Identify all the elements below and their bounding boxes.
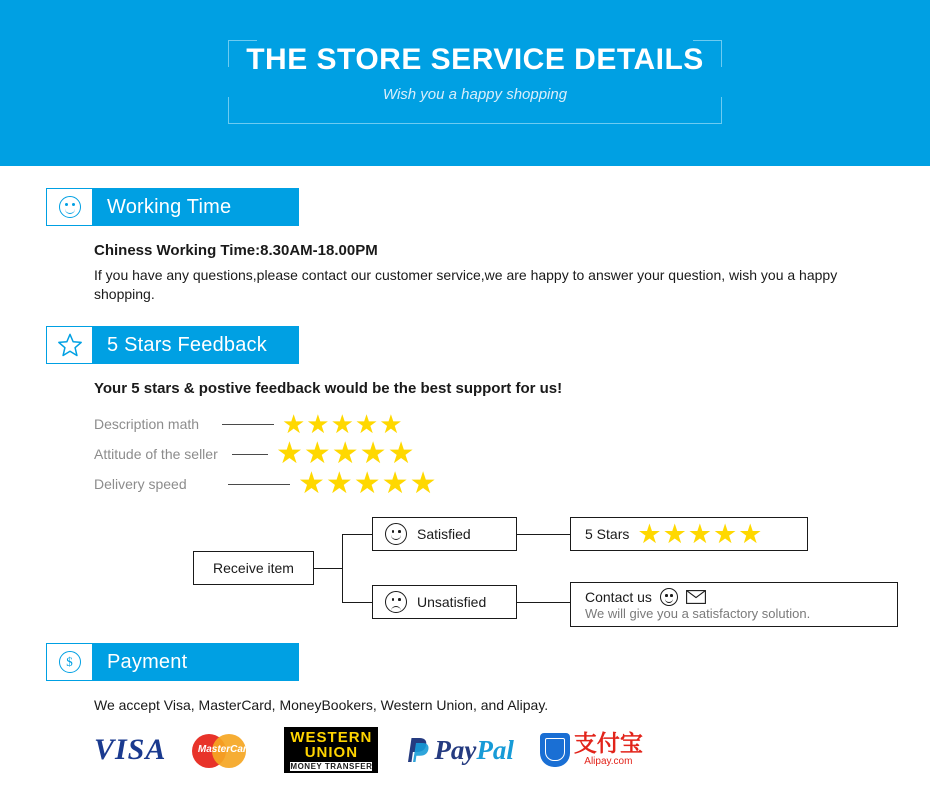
dollar-circle-icon: $ (47, 644, 93, 680)
smiley-face-icon (47, 189, 93, 225)
frame-divider-line (256, 123, 694, 124)
feedback-body (94, 380, 930, 627)
smiley-face-icon (660, 588, 678, 606)
flow-label-contact-us: Contact us (585, 589, 652, 605)
smiley-face-icon (385, 523, 407, 545)
banner-title: THE STORE SERVICE DETAILS (246, 43, 704, 76)
rating-connector (222, 424, 274, 425)
sad-face-icon (385, 591, 407, 613)
rating-row (94, 409, 930, 439)
flow-contact-subtext: We will give you a satisfactory solution. (585, 606, 811, 621)
payment-lead: We accept Visa, MasterCard, MoneyBookers, Western Union, and Alipay. (94, 697, 549, 713)
flow-box-satisfied (372, 517, 517, 551)
flow-label-receive-item: Receive item (213, 560, 294, 576)
rating-stars: ★★★★★ (276, 437, 416, 470)
alipay-text-cn: 支付宝 (573, 731, 643, 757)
visa-logo: VISA (94, 733, 167, 766)
section-header-working-time (46, 188, 299, 226)
alipay-text-en: Alipay.com (584, 756, 633, 767)
envelope-icon (686, 590, 706, 604)
paypal-glyph-icon (404, 735, 430, 765)
payment-logo-list (94, 727, 930, 773)
working-time-body (94, 242, 930, 304)
flow-box-contact-us (570, 582, 898, 627)
banner-subtitle: Wish you a happy shopping (382, 86, 568, 103)
section-header-payment (46, 643, 299, 681)
alipay-shield-icon (540, 733, 570, 767)
western-union-line2: UNION (304, 744, 359, 761)
flow-connector (342, 602, 372, 603)
header-banner (0, 0, 930, 166)
alipay-logo (540, 733, 643, 767)
rating-stars: ★★★★★ (298, 467, 438, 500)
flow-box-receive-item (193, 551, 314, 585)
flow-connector (314, 568, 342, 569)
section-title-working-time: Working Time (107, 196, 232, 218)
mastercard-logo (192, 730, 258, 770)
flow-connector (342, 534, 343, 602)
section-title-payment: Payment (107, 651, 188, 673)
flow-connector (517, 602, 570, 603)
rating-label: Delivery speed (94, 476, 187, 492)
flow-connector (517, 534, 570, 535)
star-outline-icon (47, 327, 93, 363)
working-time-lead: Chiness Working Time:8.30AM-18.00PM (94, 242, 378, 259)
mastercard-logo-text: MasterCard (197, 744, 253, 755)
rating-label: Attitude of the seller (94, 446, 218, 462)
flow-label-5-stars: 5 Stars (585, 526, 630, 542)
paypal-text-pal: Pal (476, 734, 514, 765)
rating-row (94, 439, 930, 469)
section-header-feedback (46, 326, 299, 364)
flow-stars: ★★★★★ (637, 519, 764, 549)
banner-frame (228, 40, 722, 124)
rating-row (94, 469, 930, 499)
section-title-feedback: 5 Stars Feedback (107, 334, 267, 356)
paypal-logo (404, 735, 513, 766)
flow-label-unsatisfied: Unsatisfied (417, 594, 487, 610)
feedback-flow-diagram (193, 517, 923, 627)
rating-label: Description math (94, 416, 200, 432)
flow-connector (342, 534, 372, 535)
flow-label-satisfied: Satisfied (417, 526, 471, 542)
feedback-lead: Your 5 stars & postive feedback would be the best support for us! (94, 380, 563, 397)
rating-connector (228, 484, 290, 485)
western-union-subtext: MONEY TRANSFER (290, 762, 373, 771)
working-time-paragraph: If you have any questions,please contact our customer service,we are happy to answer your question, wish you a happy shopping. (94, 267, 838, 302)
rating-list (94, 409, 930, 499)
flow-box-unsatisfied (372, 585, 517, 619)
western-union-logo (284, 727, 378, 773)
rating-stars: ★★★★★ (282, 409, 404, 439)
flow-box-5-stars (570, 517, 808, 551)
payment-body (94, 697, 930, 773)
paypal-text-pay: Pay (434, 734, 477, 765)
rating-connector (232, 454, 268, 455)
western-union-line1: WESTERN (290, 729, 373, 746)
